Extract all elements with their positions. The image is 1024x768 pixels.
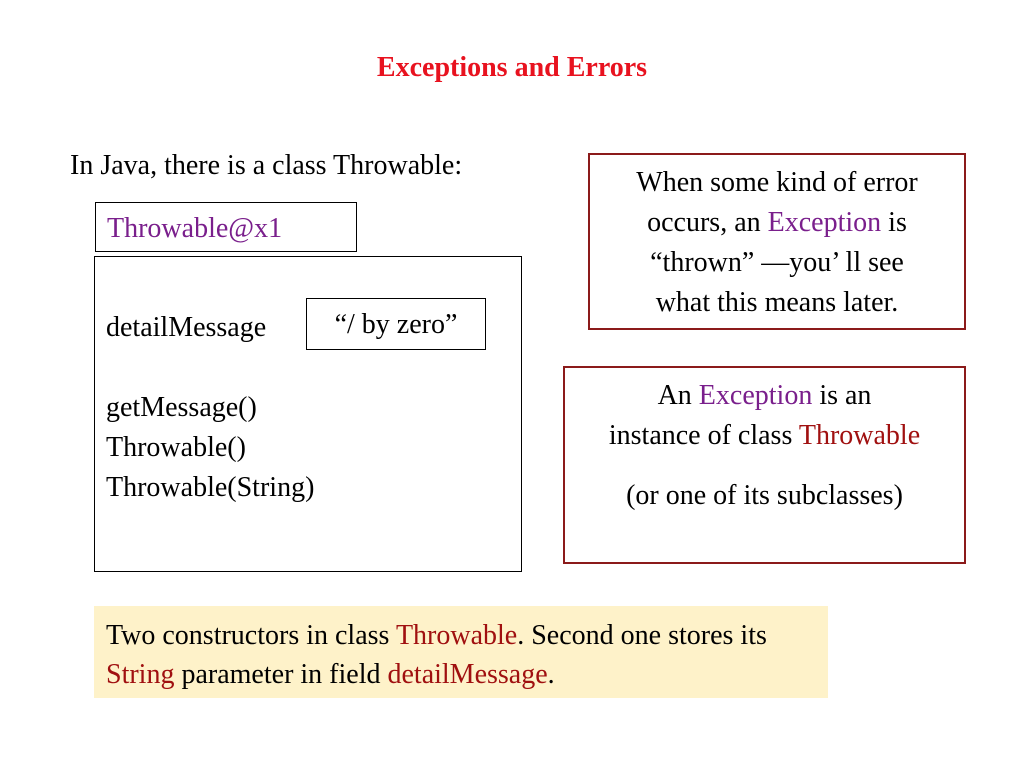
keyword-detailmessage: detailMessage xyxy=(387,659,548,690)
keyword-throwable: Throwable xyxy=(395,620,518,651)
field-label: detailMessage xyxy=(106,312,267,343)
method-getmessage: getMessage() xyxy=(106,392,257,423)
note-exception-thrown xyxy=(588,153,966,330)
keyword-exception: Exception xyxy=(698,380,813,411)
intro-text: In Java, there is a class Throwable: xyxy=(70,150,463,181)
method-constructor-string: Throwable(String) xyxy=(106,472,315,503)
note-text: instance of class xyxy=(608,420,799,451)
note-line: “thrown” —you’ ll see xyxy=(650,247,904,278)
method-constructor-empty: Throwable() xyxy=(106,432,246,463)
bottom-text: . Second one stores its xyxy=(517,620,767,651)
note-line xyxy=(565,416,964,456)
object-name-box: Throwable@x1 xyxy=(95,202,357,252)
keyword-exception: Exception xyxy=(767,207,882,238)
keyword-throwable: Throwable xyxy=(798,420,921,451)
note-line: what this means later. xyxy=(655,287,899,318)
note-exception-instance xyxy=(563,366,966,564)
note-text: occurs, an xyxy=(647,207,768,238)
bottom-text: . xyxy=(547,659,555,690)
keyword-string: String xyxy=(106,659,175,690)
note-line: When some kind of error xyxy=(636,167,918,198)
bottom-text: Two constructors in class xyxy=(106,620,396,651)
note-line xyxy=(590,203,964,243)
note-text: is xyxy=(881,207,907,238)
bottom-text: parameter in field xyxy=(174,659,388,690)
slide-title: Exceptions and Errors xyxy=(376,52,648,83)
note-line: (or one of its subclasses) xyxy=(626,480,903,511)
field-value-box: “/ by zero” xyxy=(306,298,486,350)
note-text: is an xyxy=(812,380,872,411)
note-line xyxy=(565,376,964,416)
bottom-note xyxy=(94,606,828,698)
note-text: An xyxy=(657,380,699,411)
